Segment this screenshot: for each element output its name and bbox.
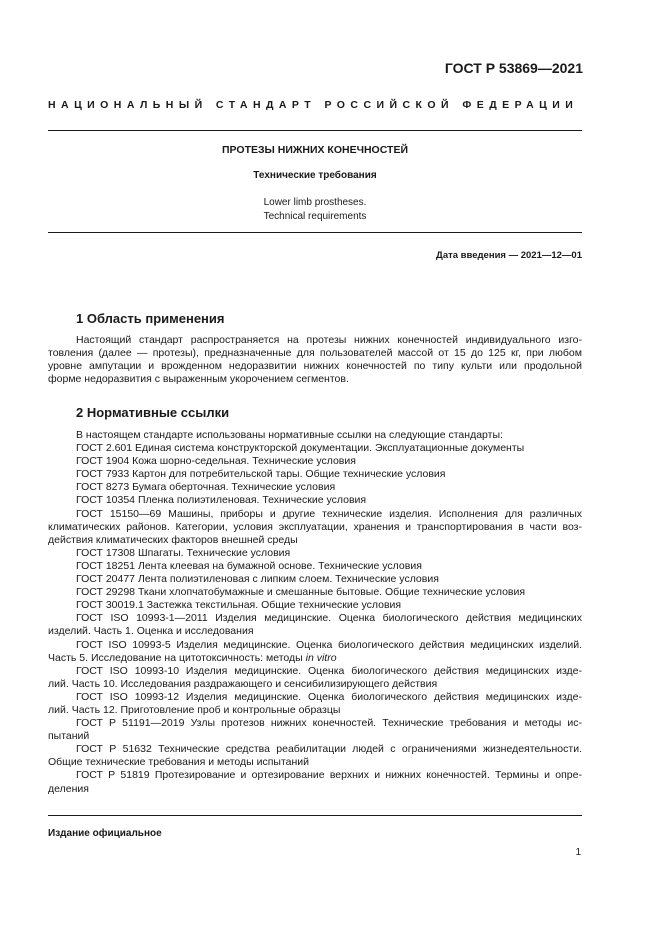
reference-text: ГОСТ 29298 Ткани хлопчатобумажные и смешанные бытовые. Общие технические условия: [76, 586, 526, 599]
reference-line: [48, 678, 582, 691]
section-2-heading: 2 Нормативные ссылки: [76, 405, 230, 420]
reference-line: [48, 717, 582, 730]
reference-text: лий. Часть 12. Приготовление проб и контрольные образцы: [48, 703, 341, 716]
reference-text: ГОСТ 2.601 Единая система конструкторской документации. Эксплуатационные документы: [76, 442, 525, 455]
reference-text: лий. Часть 10. Исследования раздражающего и сенсибилизирующего действия: [48, 677, 438, 690]
reference-line: [48, 665, 582, 678]
reference-text: деления: [48, 782, 89, 795]
reference-text: ГОСТ 7933 Картон для потребительской тары. Общие технические условия: [76, 468, 446, 481]
top-rule: [48, 130, 582, 131]
title-rule: [48, 232, 582, 233]
section-1-line: товления (далее — протезы), предназначенные для пользователей массой от 15 до 125 кг, при любом: [48, 347, 582, 360]
reference-line: [48, 442, 582, 455]
reference-line: [48, 534, 582, 547]
reference-line: [48, 560, 582, 573]
section-1-body: [48, 334, 582, 386]
reference-italic: in vitro: [305, 651, 337, 664]
section-1-line: уровне ампутации и врожденном недоразвитии нижних конечностей по типу культи или продольной: [48, 360, 582, 373]
reference-text: Общие технические требования и методы испытаний: [48, 756, 310, 769]
reference-text: пытаний: [48, 730, 90, 743]
official-edition-label: Издание официальное: [48, 828, 162, 839]
reference-line: [48, 612, 582, 625]
reference-text: ГОСТ 30019.1 Застежка текстильная. Общие технические условия: [76, 599, 402, 612]
reference-text: климатических районов. Категории, условия эксплуатации, хранения и транспортирования в части воз-: [48, 520, 582, 533]
page-number: 1: [575, 847, 581, 858]
reference-text: ГОСТ ISO 10993-12 Изделия медицинские. Оценка биологического действия медицинских изде-: [76, 690, 582, 703]
reference-line: [48, 455, 582, 468]
title-english: [48, 196, 582, 224]
footer-rule: [48, 815, 582, 816]
reference-text: действия климатических факторов внешней среды: [48, 533, 298, 546]
reference-line: [48, 625, 582, 638]
reference-line: [48, 730, 582, 743]
reference-line: [48, 468, 582, 481]
reference-line: [48, 547, 582, 560]
reference-line: [48, 769, 582, 782]
reference-text: ГОСТ ISO 10993-1—2011 Изделия медицинские. Оценка биологического действия медицинских: [76, 612, 582, 625]
section-1-heading: 1 Область применения: [76, 311, 225, 326]
reference-line: [48, 573, 582, 586]
reference-line: [48, 743, 582, 756]
reference-text: Часть 5. Исследование на цитотоксичность: методы: [48, 651, 303, 664]
reference-line: [48, 704, 582, 717]
reference-text: ГОСТ Р 51819 Протезирование и ортезирование верхних и нижних конечностей. Термины и опре-: [76, 769, 582, 782]
reference-text: ГОСТ 8273 Бумага оберточная. Технические условия: [76, 481, 336, 494]
reference-line: [48, 508, 582, 521]
reference-line: [48, 639, 582, 652]
reference-line: [48, 599, 582, 612]
reference-text: ГОСТ ISO 10993-10 Изделия медицинские. Оценка биологического действия медицинских изде-: [76, 664, 582, 677]
reference-line: [48, 756, 582, 769]
reference-line: [48, 586, 582, 599]
document-code: ГОСТ Р 53869—2021: [444, 60, 583, 76]
reference-text: ГОСТ 17308 Шпагаты. Технические условия: [76, 546, 291, 559]
reference-line: [48, 481, 582, 494]
title-english-line: Technical requirements: [263, 211, 367, 222]
section-2-body: [48, 429, 582, 796]
reference-line: [48, 783, 582, 796]
reference-text: ГОСТ 20477 Лента полиэтиленовая с липким слоем. Технические условия: [76, 573, 439, 586]
section-1-line: Настоящий стандарт распространяется на протезы нижних конечностей индивидуального изго-: [76, 334, 582, 346]
reference-text: ГОСТ 1904 Кожа шорно-седельная. Технические условия: [76, 455, 356, 468]
title-english-line: Lower limb prostheses.: [263, 197, 367, 208]
reference-line: [48, 494, 582, 507]
reference-text: ГОСТ 10354 Пленка полиэтиленовая. Технические условия: [76, 494, 367, 507]
reference-text: ГОСТ ISO 10993-5 Изделия медицинские. Оценка биологического действия медицинских изделий.: [76, 638, 582, 651]
reference-text: ГОСТ Р 51191—2019 Узлы протезов нижних конечностей. Технические требования и методы ис-: [76, 717, 582, 730]
reference-text: ГОСТ 18251 Лента клеевая на бумажной основе. Технические условия: [76, 559, 422, 572]
introduction-date: Дата введения — 2021—12—01: [436, 250, 582, 261]
reference-line: [48, 691, 582, 704]
section-2-intro: В настоящем стандарте использованы нормативные ссылки на следующие стандарты:: [76, 429, 503, 441]
reference-text: ГОСТ Р 51632 Технические средства реабилитации людей с ограничениями жизнедеятельности.: [76, 743, 582, 756]
section-1-line: форме недоразвития с выраженным укорочением сегментов.: [48, 373, 349, 386]
title-russian: ПРОТЕЗЫ НИЖНИХ КОНЕЧНОСТЕЙ: [221, 144, 409, 156]
subtitle-russian: Технические требования: [253, 170, 377, 181]
reference-text: ГОСТ 15150—69 Машины, приборы и другие технические изделия. Исполнения для различных: [76, 507, 582, 520]
national-standard-banner: НАЦИОНАЛЬНЫЙ СТАНДАРТ РОССИЙСКОЙ ФЕДЕРАЦИИ: [48, 99, 579, 111]
reference-line: [48, 521, 582, 534]
reference-text: изделий. Часть 1. Оценка и исследования: [48, 625, 254, 638]
reference-line: [48, 652, 582, 665]
